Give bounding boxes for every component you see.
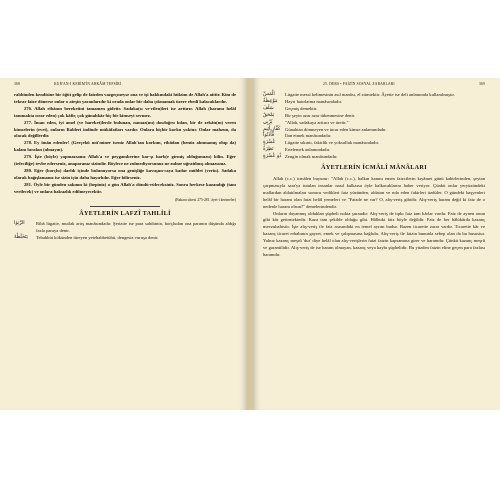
arabic-term: يَتَخَبَّطُهُ — [14, 235, 28, 241]
definition-text: Günahtan dönmeyen ve inrar eden kimse anlamındadır. — [285, 126, 387, 132]
definition-text: Hayrı hatırlatma manâsındadır. — [285, 98, 343, 104]
left-page-number: 368 — [14, 82, 20, 86]
verse-275-cont: rabbinden kendisine bir öğüt gelip de faizden vazgeçmeyse ona ve işi hakkındaki hüküm de Allah'a aittir. Kim de tekrar faize dönerse onlar o ateşin yaranlarıdır ki orada onlar bir daha çıkmamak üzere ebedî kalacaklardır. — [14, 92, 236, 104]
arabic-term: يَمْحَقُ — [263, 112, 275, 118]
right-page — [253, 78, 500, 410]
citation-divider — [90, 206, 160, 207]
arabic-term: الرِّبَوٰا — [14, 221, 25, 227]
definition-row — [263, 113, 485, 120]
definition-text: İlan etmek manâsındadır. — [285, 133, 332, 139]
definition-text: Ribâ lügatte, mutlak artış manâsındadır. Şeriatte ise para sahibinin, borçludan ona paranın düşünda aldığı fazla paraya denir. — [36, 221, 236, 234]
right-page-body — [263, 92, 485, 259]
definition-text: Tehabbüt kökünden türeyen yetehabbetühü, dengesiz vuruşa denir. — [36, 235, 159, 241]
definition-text: Zengin olmak manâsındadır. — [285, 154, 338, 160]
definition-row — [14, 221, 236, 235]
arabic-term: فَأْذَنُوا — [263, 133, 275, 139]
verse-280: 280. Eğer (borçlu) darlık içinde bulunuyorsa ona genişliğe kavuşun-caya kadar mühlet (verin). Sadaka olarak bağışlamanız ise sizin için daha hayırlıdır. Eğer bilirseniz. — [14, 167, 236, 180]
definition-text: Ertelemek anlamındadır. — [285, 147, 331, 153]
definition-text: Bir şeyin azar azar tükenmesine denir. — [285, 112, 356, 118]
definition-row — [263, 140, 485, 147]
definition-text: Lügatte sıkıntı, fakirlik ve yoksulluk manâsındadır. — [285, 140, 380, 146]
summary-meaning-heading: ÂYETLERİN İCMÂLÎ MÂNÂLARI — [321, 164, 427, 172]
left-page-body — [14, 92, 236, 242]
body-paragraph: Allah (c.c.) icmâlen buyurur: "Allah (c.c.), halkın kanını emen faizcilerin kıyâmet günü kabirlerinden, şeytan çarpmasıyla sara'ya tutulan insanlar nasıl kalkarsa öyle kalkacaklarını haber veriyor. Çünkü onlar yeryüzündeki mallardan aldatılmaları sonucu vedikleri faiz yüzünden, aldatan ve nda eden fakirleri üzdüler. O gündeki başyenleri helâl bir haram olan faizi helâl yemeleri ve "Faizde ne var? O, alış-veriş gibidir. Alış-veriş haram değil ki faiz de o nedenle haram olsun?" demelerindendir. — [263, 175, 485, 209]
literal-analysis-heading: ÂYETLERİN LAFZÎ TAHLİLİ — [79, 209, 171, 217]
definition-row — [263, 106, 485, 113]
definition-row — [263, 133, 485, 140]
verse-citation: (Bakara sûresi 275-281. âyet-i kerimeler) — [175, 197, 236, 202]
right-running-head: 25. DERS • FAİZİN SOSYAL ZARARLARI — [323, 82, 395, 86]
verse-277: 277. İman eden, iyi amel (ve hareket)lerde bulunan, namaz(ını) dosdoğru kılan, bir de zekâtı(nı) veren kimselerin (evet), onların Rableri indinde mükâfatları vardır. Onlara hiçbir korku yoktur. Onlar mahzun, da olacak değillerdir. — [14, 119, 236, 139]
definition-row — [263, 99, 485, 106]
right-page-number: 369 — [479, 82, 485, 86]
arabic-term: الْمَسِّ — [263, 92, 275, 97]
arabic-term: مَوْعِظَةٌ — [263, 98, 278, 104]
verse-278: 278. Ey îmân edenler! (Gerçekû mü'miner iseniz Allah'tan korkun, ribâdan (henüz alınmamış olup da) kalanı bırakın (almayın). — [14, 140, 236, 153]
definition-row — [263, 154, 485, 161]
definition-row — [14, 235, 236, 242]
arabic-term: نَظِرَةٌ — [263, 147, 274, 153]
definition-row — [263, 120, 485, 127]
definition-row — [263, 147, 485, 154]
definition-row — [263, 127, 485, 134]
definition-row — [263, 92, 485, 99]
verse-276: 276. Allah ribânın bereketini tamamen gidrtir. Sadaka(sı ve-rilen)leri ise arttırır. Allah (haramı helâl tanımakta ısrar eden) çok kâfir, çok günahkâr hiç bir kimseyi sevmez. — [14, 105, 236, 118]
arabic-term: كَفَّارٍ أَثِيمٍ — [263, 126, 281, 132]
verse-281: 281. Öyle bir günden sakının ki (hepiniz) o gün Allah'a döndü-rüleceksiniz. Sonra herkese kazandığı (tam verilecek) ve onlara haksızlık edilmeyecektir. — [14, 181, 236, 194]
definition-text: "Allah, sadakaya arttırır ve üretir." — [285, 119, 349, 125]
arabic-term: يُرْبِي — [263, 119, 273, 125]
body-paragraph: Onların dayanmış olduklan şüpheli nokta şuraudir: Alış-veriş de tıpkı faiz tam kârlar vardır. Faiz de aynen onun gibi kâr getirmektedir. Kaza tam şekilde olduğu gibi. Hâlbuki faiz böyle değildir. Faiz de her hâlükârda kazanç mevzubahistir. İşte alış-veriş ile faiz arasındaki en temel ayrım budur. Bazen ticarette zarar vardır. Ticarette kâr ve kazanç ticaret erbabının gayret, emek ve çalışmasına bağlıdır. Alış-veriş ile faizin bununla sebep olan da bu husustur. Yalnız kazanç meşrû 'dur' diye helâl olan alış-verişlerin faizi faizin kapsamına girer ve haramdır. Çünkü kazanç meşrû ve garantilidir. Alış-veriş de ise haram olmayan, kazanç veya kaybı şüphelidir. Bu yüzden faizin eline geçen para fazlası haramdır. — [263, 210, 485, 257]
left-running-head: KUR'AN-I KERİM'İN AHKÂM TEFSİRİ — [54, 82, 122, 86]
arabic-term: عُسْرَةٍ — [263, 140, 276, 146]
definition-text: Geçmiş demektir. — [285, 105, 318, 111]
arabic-term: ذُو عُسْرَةٍ — [263, 154, 282, 160]
definition-text: Lügatte messi kelimesinin asıl manâsı, el sürmektir. Âyette ise deli anlamında kullanılmıştır. — [285, 92, 455, 97]
left-page — [0, 78, 247, 410]
verse-279: 279. İşte (böyle) yapmazsanız Allah'a ve peygamberine kar-şı harb(e girmiş olduğunuzu) bilin. Eğer (tefeciliğe) tevbe ederseniz, anaparanız sizindir. Böylece ne zulmediyorsunuz ne zulme uğratılmış olmazsınız. — [14, 154, 236, 167]
arabic-term: سَلَفَ — [263, 105, 274, 111]
open-book — [0, 78, 500, 410]
